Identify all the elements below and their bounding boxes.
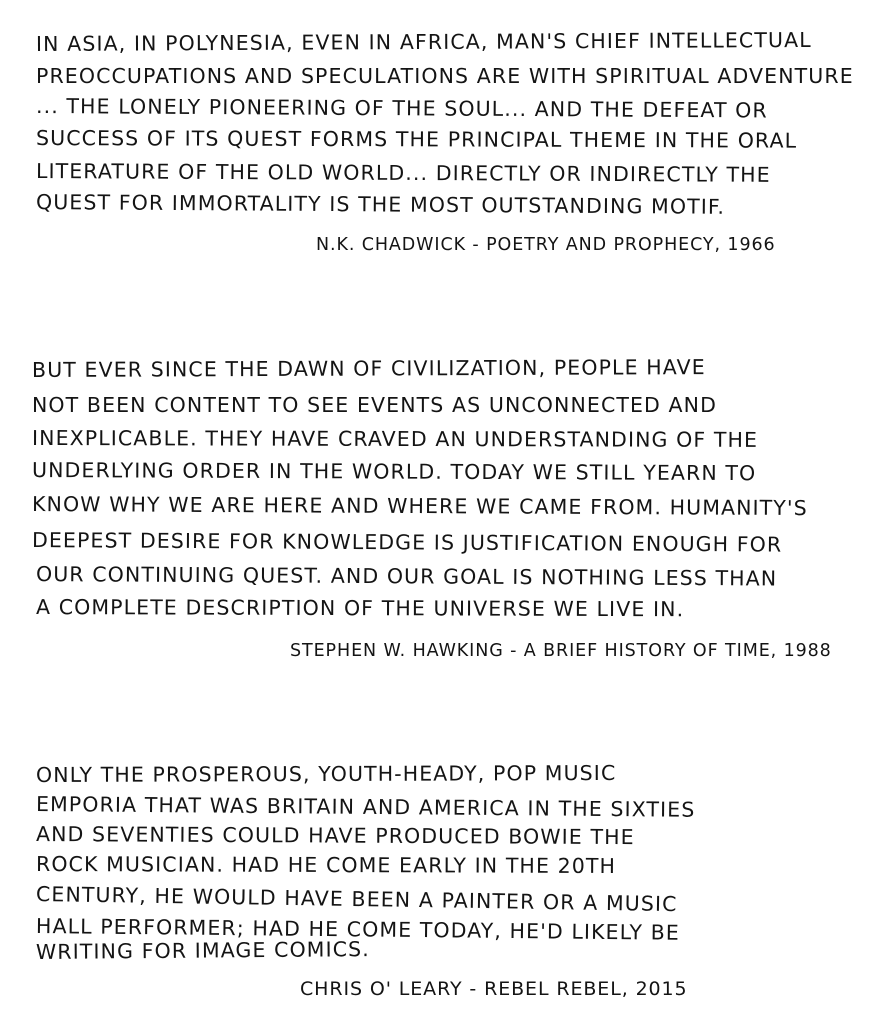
quote-line: DEEPEST DESIRE FOR KNOWLEDGE IS JUSTIFICATION ENOUGH FOR <box>31 528 783 557</box>
quote-line: CENTURY, HE WOULD HAVE BEEN A PAINTER OR A MUSIC <box>35 882 678 917</box>
quote-line: ONLY THE PROSPEROUS, YOUTH-HEADY, POP MUSIC <box>35 760 617 787</box>
quote-line: SUCCESS OF ITS QUEST FORMS THE PRINCIPAL THEME IN THE ORAL <box>35 126 798 153</box>
quote-line: PREOCCUPATIONS AND SPECULATIONS ARE WITH SPIRITUAL ADVENTURE <box>36 64 854 88</box>
quote-line: KNOW WHY WE ARE HERE AND WHERE WE CAME FROM. HUMANITY'S <box>31 492 808 521</box>
quote-line: IN ASIA, IN POLYNESIA, EVEN IN AFRICA, MAN'S CHIEF INTELLECTUAL <box>35 27 812 56</box>
quote-attribution: N.K. CHADWICK - POETRY AND PROPHECY, 1966 <box>316 235 776 255</box>
quote-attribution: STEPHEN W. HAWKING - A BRIEF HISTORY OF TIME, 1988 <box>290 641 832 661</box>
quote-line: BUT EVER SINCE THE DAWN OF CIVILIZATION, PEOPLE HAVE <box>31 355 706 382</box>
quote-line: NOT BEEN CONTENT TO SEE EVENTS AS UNCONNECTED AND <box>32 393 717 417</box>
quote-line: INEXPLICABLE. THEY HAVE CRAVED AN UNDERSTANDING OF THE <box>31 426 759 452</box>
quote-line: AND SEVENTIES COULD HAVE PRODUCED BOWIE THE <box>35 822 635 850</box>
quote-line: QUEST FOR IMMORTALITY IS THE MOST OUTSTANDING MOTIF. <box>35 190 726 219</box>
quote-line: WRITING FOR IMAGE COMICS. <box>35 937 370 964</box>
quote-line: OUR CONTINUING QUEST. AND OUR GOAL IS NOTHING LESS THAN <box>35 562 778 591</box>
quote-line: UNDERLYING ORDER IN THE WORLD. TODAY WE STILL YEARN TO <box>31 458 757 486</box>
quote-line: EMPORIA THAT WAS BRITAIN AND AMERICA IN THE SIXTIES <box>35 792 696 822</box>
quote-line: LITERATURE OF THE OLD WORLD... DIRECTLY OR INDIRECTLY THE <box>35 159 771 187</box>
quote-line: A COMPLETE DESCRIPTION OF THE UNIVERSE WE LIVE IN. <box>35 595 685 622</box>
quote-attribution: CHRIS O' LEARY - REBEL REBEL, 2015 <box>300 978 688 1000</box>
quote-line: HALL PERFORMER; HAD HE COME TODAY, HE'D LIKELY BE <box>35 914 681 945</box>
quote-line: ... THE LONELY PIONEERING OF THE SOUL... AND THE DEFEAT OR <box>35 94 768 123</box>
quote-line: ROCK MUSICIAN. HAD HE COME EARLY IN THE 20TH <box>35 852 617 879</box>
